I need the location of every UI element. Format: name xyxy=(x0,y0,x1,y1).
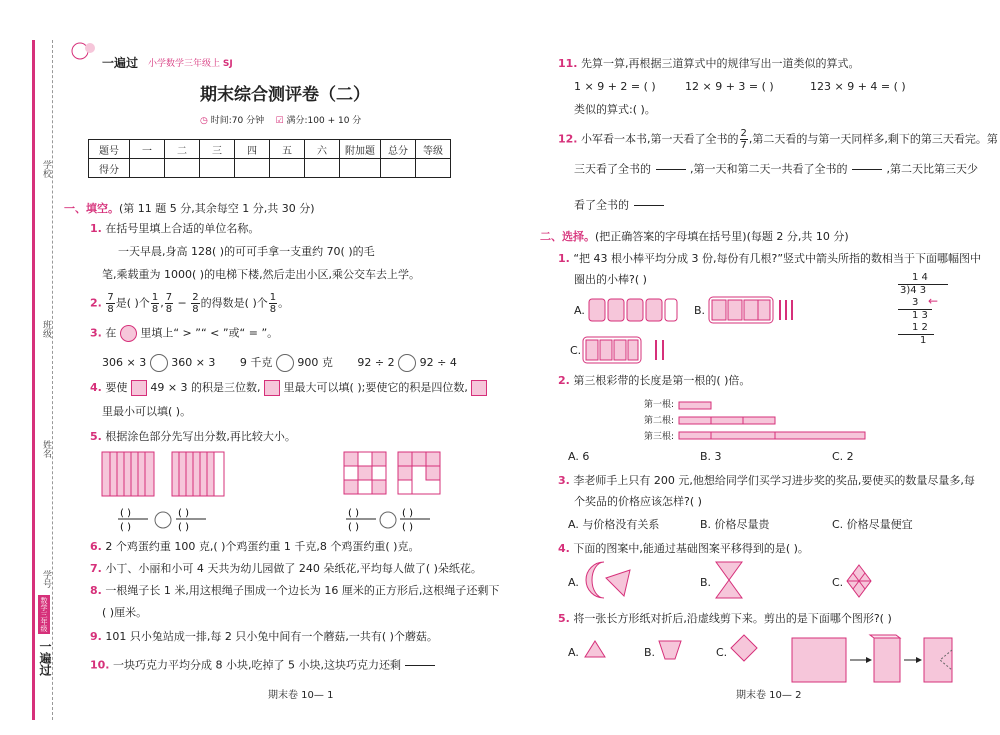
q2-frac-c: $\frac{1}{8}$ xyxy=(151,292,159,315)
side-label-id: 学号 xyxy=(41,570,51,588)
q11-text: 先算一算,再根据三道算式中的规律写出一道类似的算式。 xyxy=(581,57,860,70)
q1-line1: 一天早晨,身高 128( )的可可手拿一支重约 70( )的毛 xyxy=(118,245,375,258)
score-header-cell: 六 xyxy=(305,140,340,159)
score-table xyxy=(88,139,451,178)
fold-diagram xyxy=(790,634,960,684)
shape-a xyxy=(584,640,606,658)
c3-line2: 个奖品的价格应该怎样?( ) xyxy=(574,495,702,508)
section2-title xyxy=(540,228,849,244)
c2-a: A. 6 xyxy=(568,450,590,463)
division-dividend: 3)4 3 xyxy=(898,284,948,297)
exam-meta xyxy=(200,113,361,126)
q12-num: 12. xyxy=(558,132,578,146)
c3-a: A. 与价格没有关系 xyxy=(568,518,660,531)
binding-line xyxy=(52,40,53,720)
pattern-c xyxy=(846,564,872,598)
c2-c: C. 2 xyxy=(832,450,854,463)
brand-logo: 一遍过 xyxy=(102,56,139,70)
q12-line2b: ,第一天和第二天一共看了全书的 xyxy=(690,162,848,176)
q12-line3-text: 看了全书的 xyxy=(574,198,629,212)
answer-fraction[interactable] xyxy=(634,196,664,215)
q2 xyxy=(90,292,289,315)
circle-icon xyxy=(120,325,137,342)
c1 xyxy=(558,252,981,266)
c1-optC: C. xyxy=(570,344,582,357)
q12-line3 xyxy=(574,196,665,215)
section1-heading: 一、填空。 xyxy=(64,202,119,215)
svg-text:( ): ( ) xyxy=(348,522,359,533)
ribbon-label-2: 第二根: xyxy=(644,416,675,426)
footer-left: 期末卷 10— 1 xyxy=(268,690,334,701)
q12-line2 xyxy=(574,160,978,179)
score-header-cell: 等级 xyxy=(416,140,451,159)
q10-num: 10. xyxy=(90,658,110,672)
q2-frac-a: $\frac{7}{8}$ xyxy=(107,292,114,315)
q7 xyxy=(90,562,482,576)
q11-d: 类似的算式:( )。 xyxy=(574,103,656,116)
q8-num: 8. xyxy=(90,584,102,597)
q3 xyxy=(90,325,278,342)
c4-c: C. xyxy=(832,576,844,589)
side-logo: 一遍过 xyxy=(38,640,52,676)
shape-c xyxy=(730,634,758,662)
q11-b: 12 × 9 + 3 = ( ) xyxy=(685,80,774,93)
sticks-figure-c xyxy=(582,336,672,364)
svg-text:( ): ( ) xyxy=(120,508,131,519)
c3 xyxy=(558,474,975,488)
logo-decoration xyxy=(68,40,98,62)
c5-num: 5. xyxy=(558,612,570,625)
c5-text: 将一张长方形纸对折后,沿虚线剪下来。剪出的是下面哪个图形?( ) xyxy=(573,612,892,625)
shape-b xyxy=(658,640,682,660)
edition-text: SJ xyxy=(222,59,233,69)
score-cell[interactable] xyxy=(381,159,416,178)
q6-num: 6. xyxy=(90,540,102,553)
blank-fractions xyxy=(118,508,430,533)
q5-figures xyxy=(100,450,450,535)
q8-line2: ( )厘米。 xyxy=(102,606,148,619)
q10-text: 一块巧克力平均分成 8 小块,吃掉了 5 小块,这块巧克力还剩 xyxy=(113,658,401,672)
division-remainder: 1 3 xyxy=(912,310,928,321)
q3-row xyxy=(102,354,457,372)
svg-text:( ): ( ) xyxy=(120,522,131,533)
q3-e: 92 ÷ 2 xyxy=(357,356,395,369)
q7-num: 7. xyxy=(90,562,102,575)
q3-d: 900 克 xyxy=(297,356,333,369)
score-cell[interactable] xyxy=(200,159,235,178)
ribbon-bar-3 xyxy=(679,432,865,439)
q5-num: 5. xyxy=(90,430,102,443)
c5-b: B. xyxy=(644,646,656,659)
c5 xyxy=(558,612,892,626)
score-cell[interactable] xyxy=(165,159,200,178)
section1-note: (第 11 题 5 分,其余每空 1 分,共 30 分) xyxy=(119,202,315,215)
footer-right: 期末卷 10— 2 xyxy=(736,690,802,701)
section1-title xyxy=(64,200,315,216)
svg-text:( ): ( ) xyxy=(402,508,413,519)
score-cell[interactable] xyxy=(340,159,381,178)
q1-line2: 笔,乘载重为 1000( )的电梯下楼,然后走出小区,乘公交车去上学。 xyxy=(102,268,421,281)
division-step: 3 xyxy=(898,297,932,310)
compare-circle[interactable] xyxy=(398,354,416,372)
q11 xyxy=(558,57,860,71)
svg-text:( ): ( ) xyxy=(402,522,413,533)
c1-line2: 圈出的小棒?( ) xyxy=(574,273,647,286)
division-quotient: 1 4 xyxy=(912,272,928,283)
q9-num: 9. xyxy=(90,630,102,643)
c3-c: C. 价格尽量便宜 xyxy=(832,518,913,531)
c3-num: 3. xyxy=(558,474,570,487)
square-icon xyxy=(471,380,487,396)
q3-c: 9 千克 xyxy=(239,356,273,369)
q11-num: 11. xyxy=(558,57,578,70)
q2-frac-i: $\frac{1}{8}$ xyxy=(269,292,277,315)
q1 xyxy=(90,222,259,236)
q11-c: 123 × 9 + 4 = ( ) xyxy=(810,80,906,93)
q2-frac-g: $\frac{2}{8}$ xyxy=(192,292,199,315)
ribbon-bars xyxy=(678,400,868,442)
side-label-name: 姓名 xyxy=(41,440,51,458)
q4 xyxy=(90,380,487,396)
clock-icon: ◷ xyxy=(200,116,208,126)
grid-square-1 xyxy=(344,452,386,494)
q6-text: 2 个鸡蛋约重 100 克,( )个鸡蛋约重 1 千克,8 个鸡蛋约重( )克。 xyxy=(105,540,420,553)
q12-t2: ,第二天看的与第一天同样多,剩下的第三天看完。第 xyxy=(748,132,998,146)
score-header-cell: 一 xyxy=(130,140,165,159)
q12 xyxy=(558,128,998,151)
ribbon-bar-2 xyxy=(679,417,775,424)
score-row-label: 得分 xyxy=(89,159,130,178)
score-cell[interactable] xyxy=(416,159,451,178)
c1-optA: A. xyxy=(574,304,585,317)
grid-square-2 xyxy=(398,452,440,494)
q3-text2: 里填上“ > ”“ < ”或“ = ”。 xyxy=(140,326,279,340)
side-tag: 数学三年级 xyxy=(40,597,48,632)
score-cell[interactable] xyxy=(305,159,340,178)
score-header-cell: 题号 xyxy=(89,140,130,159)
q2-t5: 。 xyxy=(278,296,290,310)
svg-text:( ): ( ) xyxy=(178,522,189,533)
compare-circle[interactable] xyxy=(150,354,168,372)
q4-t2: 49 × 3 的积是三位数, xyxy=(150,381,261,394)
square-icon xyxy=(264,380,280,396)
ribbon-label-3: 第三根: xyxy=(644,432,675,442)
sticks-figure-b xyxy=(708,296,798,324)
striped-rect-2 xyxy=(172,452,224,496)
q8-text: 一根绳子长 1 米,用这根绳子围成一个边长为 16 厘米的正方形后,这根绳子还剩下 xyxy=(105,584,500,597)
score-header-cell: 总分 xyxy=(381,140,416,159)
score-text: 满分:100 + 10 分 xyxy=(286,116,362,126)
score-header-cell: 四 xyxy=(235,140,270,159)
q9-text: 101 只小兔站成一排,每 2 只小兔中间有一个蘑菇,一共有( )个蘑菇。 xyxy=(105,630,438,643)
answer-fraction[interactable] xyxy=(405,656,435,675)
answer-fraction[interactable] xyxy=(656,160,686,179)
subject-text: 小学数学三年级上 xyxy=(148,59,221,69)
division-step2: 1 2 xyxy=(898,322,934,335)
c2-b: B. 3 xyxy=(700,450,722,463)
c4-num: 4. xyxy=(558,542,570,555)
c2 xyxy=(558,374,750,388)
c5-a: A. xyxy=(568,646,579,659)
c4-b: B. xyxy=(700,576,712,589)
q3-num: 3. xyxy=(90,326,102,340)
brand-subject xyxy=(148,56,233,69)
side-label-school: 学校 xyxy=(41,160,51,178)
ribbon-label-1: 第一根: xyxy=(644,400,675,410)
striped-rect-1 xyxy=(102,452,154,496)
c1-optB: B. xyxy=(694,304,706,317)
pattern-b xyxy=(714,560,744,600)
q3-b: 360 × 3 xyxy=(171,356,216,369)
score-cell[interactable] xyxy=(270,159,305,178)
c2-text: 第三根彩带的长度是第一根的( )倍。 xyxy=(573,374,751,387)
section2-heading: 二、选择。 xyxy=(540,230,595,243)
score-cell[interactable] xyxy=(235,159,270,178)
q12-frac: $\frac{2}{7}$ xyxy=(740,128,747,151)
square-icon xyxy=(131,380,147,396)
left-margin-bar xyxy=(32,40,35,720)
pattern-a xyxy=(584,560,634,600)
q12-t1: 小军看一本书,第一天看了全书的 xyxy=(581,132,739,146)
q1-text: 在括号里填上合适的单位名称。 xyxy=(105,222,260,235)
q2-t1: 是( )个 xyxy=(115,296,150,310)
q4-t3: 里最大可以填( );要使它的积是四位数, xyxy=(283,381,468,394)
q3-text: 在 xyxy=(105,326,117,340)
answer-fraction[interactable] xyxy=(852,160,882,179)
c3-text: 李老师手上只有 200 元,他想给同学们买学习进步奖的奖品,要使买的数量尽量多,每 xyxy=(573,474,975,487)
q8 xyxy=(90,584,499,598)
q4-line2: 里最小可以填( )。 xyxy=(102,405,192,418)
q12-line2c: ,第二天比第三天少 xyxy=(886,162,978,176)
q10 xyxy=(90,656,436,675)
q3-a: 306 × 3 xyxy=(102,356,147,369)
c4-a: A. xyxy=(568,576,579,589)
ribbon-bar-1 xyxy=(679,402,711,409)
q5 xyxy=(90,430,296,444)
arrow-icon: ← xyxy=(928,294,939,308)
compare-circle[interactable] xyxy=(276,354,294,372)
c3-b: B. 价格尽量贵 xyxy=(700,518,770,531)
q7-text: 小丁、小丽和小可 4 天共为幼儿园做了 240 朵纸花,平均每人做了( )朵纸花。 xyxy=(105,562,482,575)
long-division xyxy=(898,272,948,347)
c5-c: C. xyxy=(716,646,728,659)
q2-num: 2. xyxy=(90,296,102,310)
c1-num: 1. xyxy=(558,252,570,265)
score-header-cell: 五 xyxy=(270,140,305,159)
q4-t1: 要使 xyxy=(105,381,128,394)
score-header-cell: 附加题 xyxy=(340,140,381,159)
q2-t3: − xyxy=(174,296,191,310)
sticks-figure-a xyxy=(588,296,678,324)
c4-text: 下面的图案中,能通过基础图案平移得到的是( )。 xyxy=(573,542,809,555)
q1-num: 1. xyxy=(90,222,102,235)
q5-text: 根据涂色部分先写出分数,再比较大小。 xyxy=(105,430,296,443)
c2-num: 2. xyxy=(558,374,570,387)
c4 xyxy=(558,542,809,556)
c1-text: “把 43 根小棒平均分成 3 份,每份有几根?”竖式中箭头所指的数相当于下面哪幅图中 xyxy=(573,252,982,265)
score-value-row xyxy=(89,159,451,178)
score-cell[interactable] xyxy=(130,159,165,178)
section2-note: (把正确答案的字母填在括号里)(每题 2 分,共 10 分) xyxy=(595,230,849,243)
q4-num: 4. xyxy=(90,381,102,394)
q6 xyxy=(90,540,419,554)
q11-a: 1 × 9 + 2 = ( ) xyxy=(574,80,656,93)
score-header-cell: 三 xyxy=(200,140,235,159)
q2-t4: 的得数是( )个 xyxy=(200,296,268,310)
svg-text:( ): ( ) xyxy=(178,508,189,519)
score-header-row xyxy=(89,140,451,159)
q2-t2: , xyxy=(160,296,164,310)
side-label-class: 班级 xyxy=(41,320,51,338)
q9 xyxy=(90,630,438,644)
q2-frac-e: $\frac{7}{8}$ xyxy=(165,292,173,315)
page-title: 期末综合测评卷（二） xyxy=(200,85,370,105)
svg-text:( ): ( ) xyxy=(348,508,359,519)
time-text: 时间:70 分钟 xyxy=(210,116,265,126)
check-icon: ☑ xyxy=(275,116,284,126)
score-header-cell: 二 xyxy=(165,140,200,159)
q12-line2a: 三天看了全书的 xyxy=(574,162,651,176)
division-final: 1 xyxy=(920,335,927,346)
q3-f: 92 ÷ 4 xyxy=(419,356,457,369)
